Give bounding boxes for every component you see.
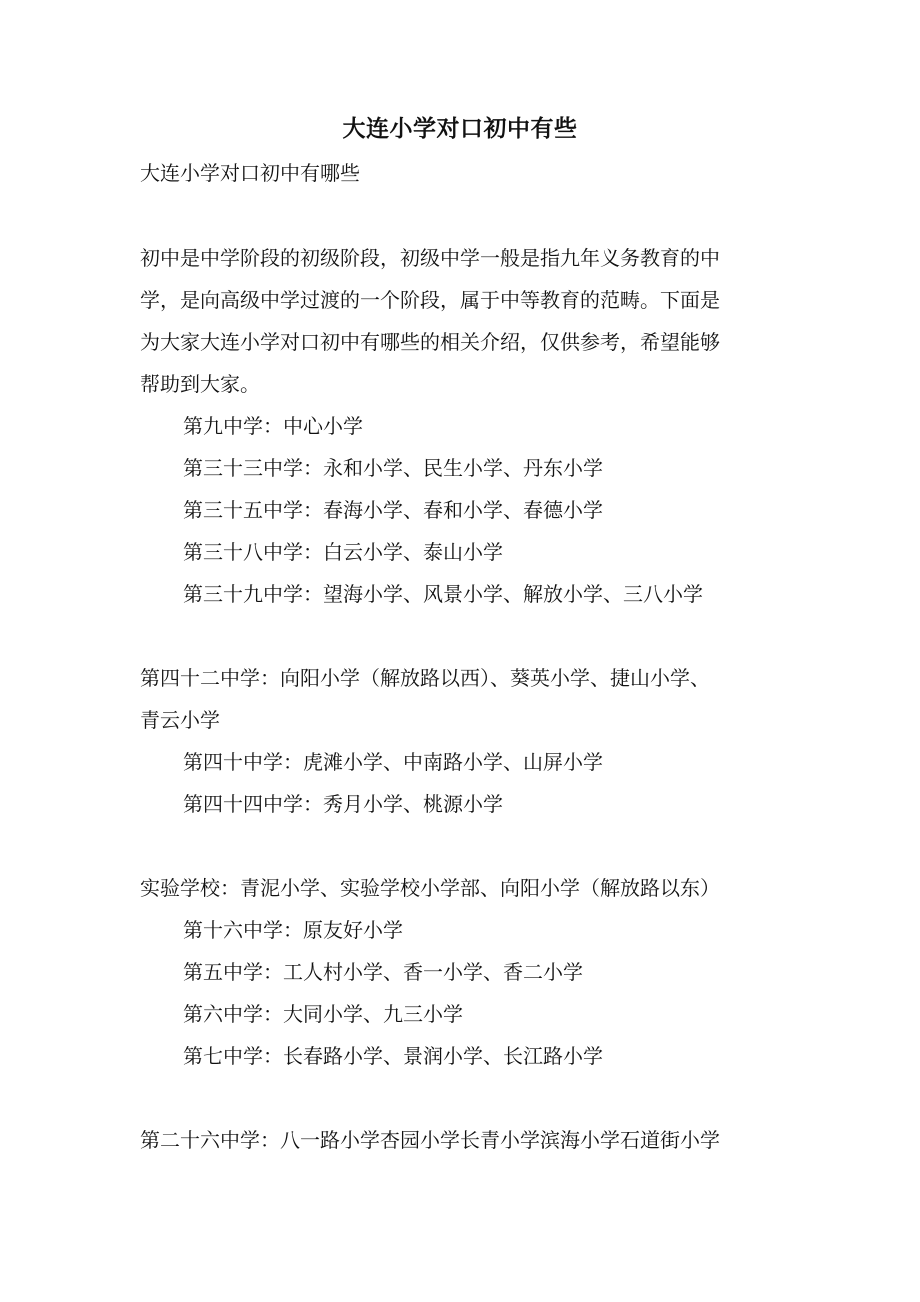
intro-line-2: 学，是向高级中学过渡的一个阶段，属于中等教育的范畴。下面是 bbox=[140, 288, 720, 312]
entry-line: 第四十中学：虎滩小学、中南路小学、山屏小学 bbox=[183, 750, 603, 774]
entry-line: 实验学校：青泥小学、实验学校小学部、向阳小学（解放路以东） bbox=[140, 876, 720, 900]
entry-line-continued: 青云小学 bbox=[140, 708, 220, 732]
intro-line-3: 为大家大连小学对口初中有哪些的相关介绍，仅供参考，希望能够 bbox=[140, 330, 720, 354]
entry-line: 第六中学：大同小学、九三小学 bbox=[183, 1002, 463, 1026]
entry-line: 第五中学：工人村小学、香一小学、香二小学 bbox=[183, 960, 583, 984]
document-title: 大连小学对口初中有些 bbox=[342, 115, 578, 142]
entry-line: 第三十三中学：永和小学、民生小学、丹东小学 bbox=[183, 456, 603, 480]
intro-line-4: 帮助到大家。 bbox=[140, 372, 260, 396]
entry-line: 第三十五中学：春海小学、春和小学、春德小学 bbox=[183, 498, 603, 522]
entry-line: 第三十八中学：白云小学、泰山小学 bbox=[183, 540, 503, 564]
entry-line: 第二十六中学：八一路小学杏园小学长青小学滨海小学石道街小学 bbox=[140, 1128, 720, 1152]
entry-line: 第四十四中学：秀月小学、桃源小学 bbox=[183, 792, 503, 816]
entry-line: 第四十二中学：向阳小学（解放路以西）、葵英小学、捷山小学、 bbox=[140, 666, 710, 690]
entry-line: 第十六中学：原友好小学 bbox=[183, 918, 403, 942]
document-subtitle: 大连小学对口初中有哪些 bbox=[140, 161, 360, 185]
intro-line-1: 初中是中学阶段的初级阶段，初级中学一般是指九年义务教育的中 bbox=[140, 246, 720, 270]
entry-line: 第七中学：长春路小学、景润小学、长江路小学 bbox=[183, 1044, 603, 1068]
entry-line: 第三十九中学：望海小学、风景小学、解放小学、三八小学 bbox=[183, 582, 703, 606]
entry-line: 第九中学：中心小学 bbox=[183, 414, 363, 438]
